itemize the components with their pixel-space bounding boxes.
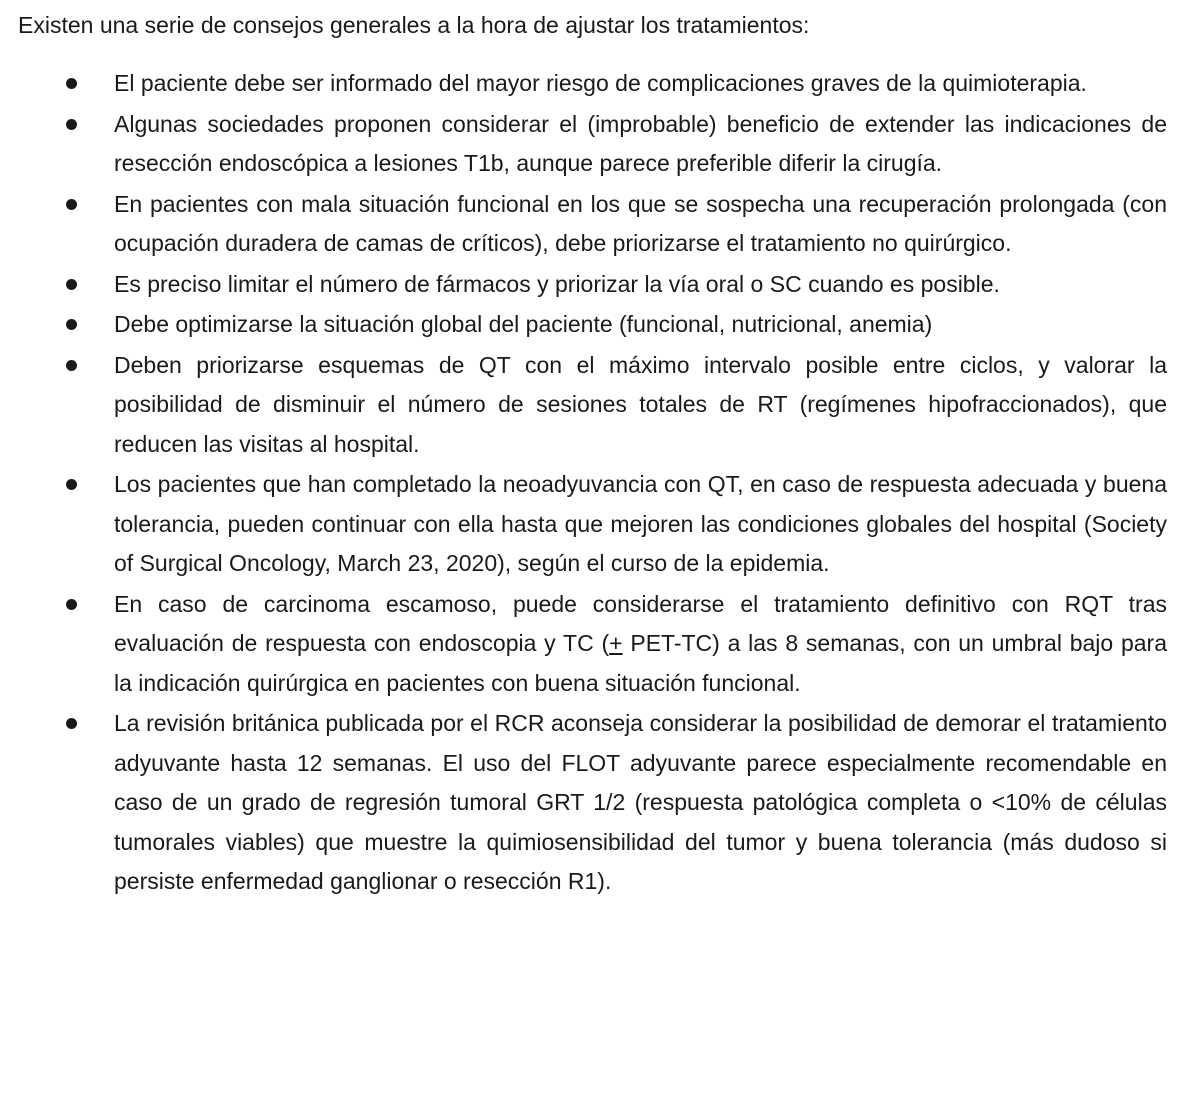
list-item-text: Es preciso limitar el número de fármacos y priorizar la vía oral o SC cuando es posible.: [114, 270, 1000, 297]
list-item-text: El paciente debe ser informado del mayor riesgo de complicaciones graves de la quimioterapia.: [114, 70, 1087, 96]
list-item-text: Los pacientes que han completado la neoadyuvancia con QT, en caso de respuesta adecuada y buena tolerancia, pueden continuar con ella hasta que mejoren las condiciones globales del hospital (Society of Surgical Oncology, March 23, 2020), según el curso de la epidemia.: [114, 471, 1167, 576]
list-item: [18, 585, 1167, 704]
plus-minus-symbol: +: [609, 630, 623, 656]
list-item: [18, 64, 1167, 104]
bullet-icon: [66, 119, 77, 130]
bullet-icon: [66, 360, 77, 371]
bullet-icon: [66, 718, 77, 729]
list-item: [18, 105, 1167, 184]
intro-paragraph: Existen una serie de consejos generales a la hora de ajustar los tratamientos:: [18, 12, 810, 38]
bullet-icon: [66, 319, 77, 330]
list-item-text: La revisión británica publicada por el RCR aconseja considerar la posibilidad de demorar el tratamiento adyuvante hasta 12 semanas. El uso del FLOT adyuvante parece especialmente recomendable en caso de un grado de regresión tumoral GRT 1/2 (respuesta patológica completa o <10% de células tumorales viables) que muestre la quimiosensibilidad del tumor y buena tolerancia (más dudoso si persiste enfermedad ganglionar o resección R1).: [114, 710, 1167, 894]
recommendations-list: [18, 64, 1167, 902]
list-item-text: Deben priorizarse esquemas de QT con el máximo intervalo posible entre ciclos, y valorar la posibilidad de disminuir el número de sesiones totales de RT (regímenes hipofraccionados), que reducen las visitas al hospital.: [114, 351, 1167, 457]
list-item: [18, 465, 1167, 584]
list-item-text: En pacientes con mala situación funcional en los que se sospecha una recuperación prolongada (con ocupación duradera de camas de críticos), debe priorizarse el tratamiento no quirúrgico.: [114, 190, 1167, 256]
list-item: [18, 704, 1167, 902]
bullet-icon: [66, 599, 77, 610]
bullet-icon: [66, 78, 77, 89]
list-item-text-before: En caso de carcinoma escamoso, puede considerarse el tratamiento definitivo con RQT tras evaluación de respuesta con endoscopia y TC (: [114, 590, 1167, 656]
list-item-text: Debe optimizarse la situación global del paciente (funcional, nutricional, anemia): [114, 311, 933, 337]
bullet-icon: [66, 479, 77, 490]
list-item-text-after: PET-TC) a las 8 semanas, con un umbral bajo para la indicación quirúrgica en pacientes con buena situación funcional.: [114, 630, 1167, 696]
bullet-icon: [66, 199, 77, 210]
list-item: [18, 185, 1167, 264]
list-item: [18, 305, 1167, 345]
bullet-icon: [66, 279, 77, 290]
list-item: [18, 265, 1167, 305]
list-item: [18, 346, 1167, 465]
list-item-text: Algunas sociedades proponen considerar el (improbable) beneficio de extender las indicaciones de resección endoscópica a lesiones T1b, aunque parece preferible diferir la cirugía.: [114, 110, 1167, 176]
